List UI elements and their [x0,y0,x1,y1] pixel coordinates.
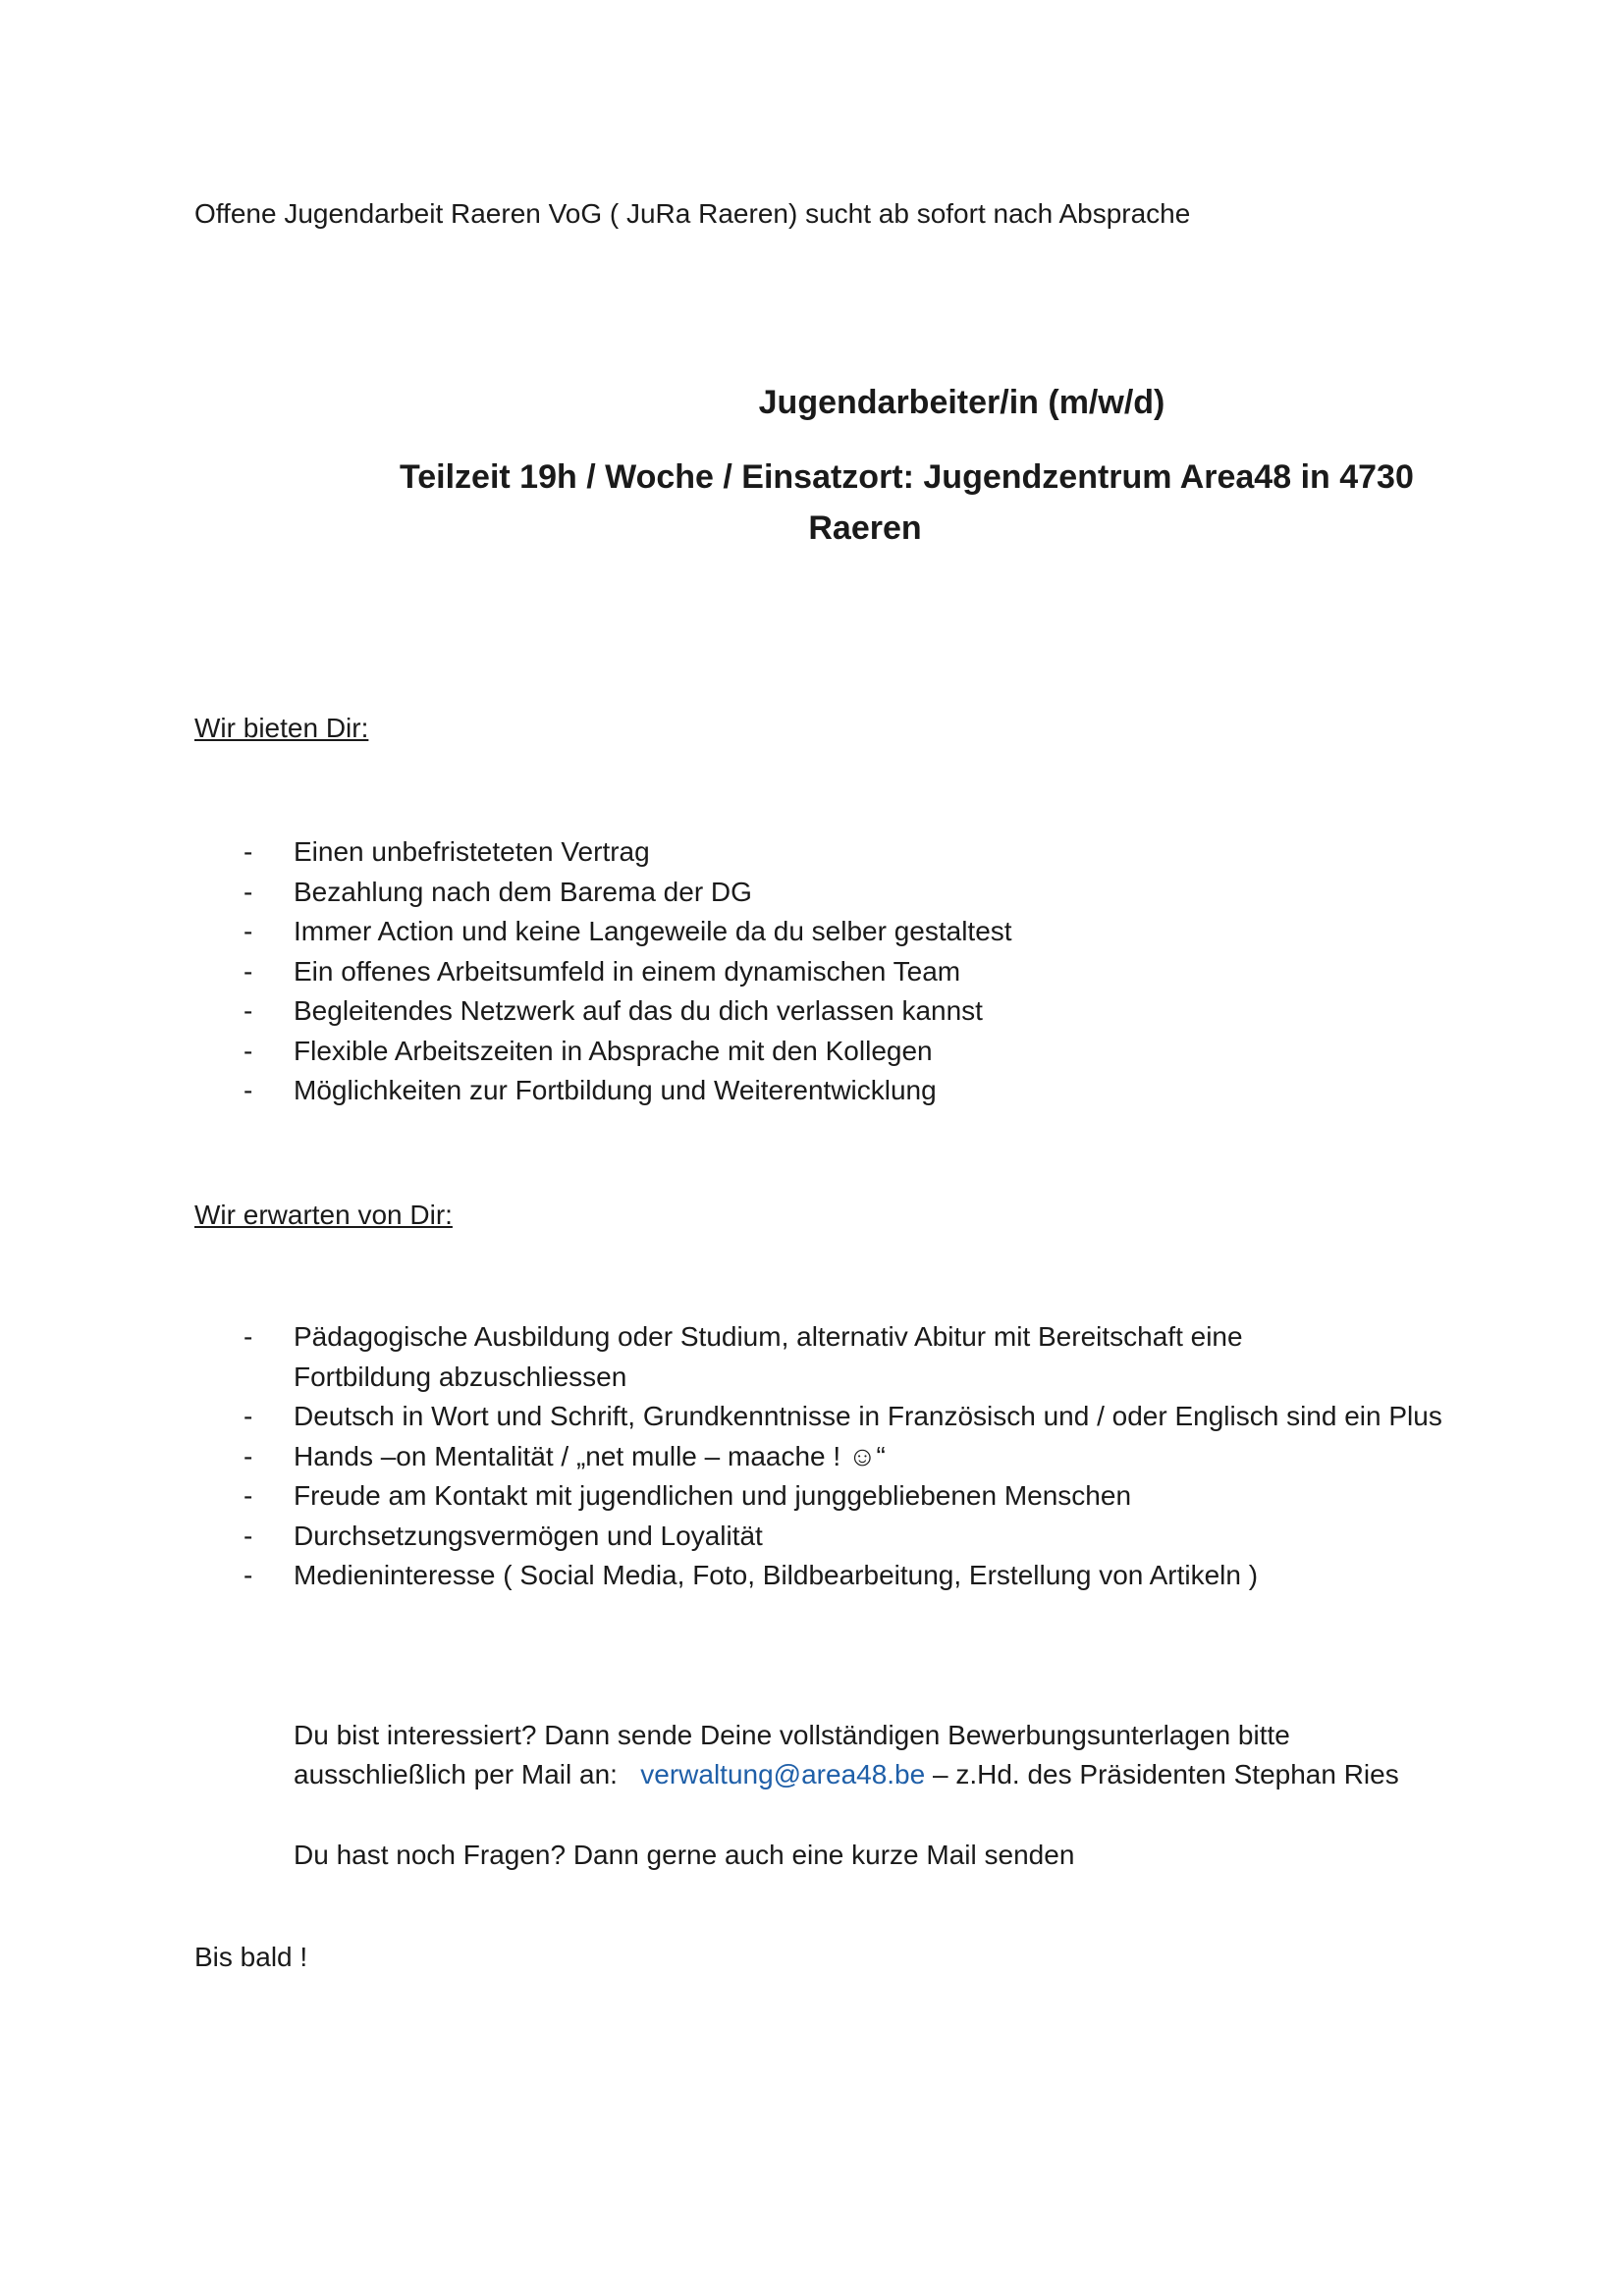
bullet-dash: - [244,876,253,907]
list-item: - Medieninteresse ( Social Media, Foto, Bildbearbeitung, Erstellung von Artikeln ) [0,1556,1453,1596]
list-item: - Hands –on Mentalität / „net mulle – maache ! ☺“ [0,1437,1453,1477]
list-item: - Immer Action und keine Langeweile da du selber gestaltest [0,912,1453,952]
bullet-dash: - [244,1520,253,1551]
job-details-line-1: Teilzeit 19h / Woche / Einsatzort: Jugendzentrum Area48 in 4730 [400,458,1414,496]
bullet-dash: - [244,1480,253,1511]
contact-prefix: ausschließlich per Mail an: [294,1759,641,1789]
bullet-dash: - [244,836,253,867]
offer-list [0,832,1453,1111]
bullet-dash: - [244,1075,253,1105]
bullet-dash: - [244,1321,253,1352]
list-item: - Pädagogische Ausbildung oder Studium, alternativ Abitur mit Bereitschaft eine Fortbildung abzuschliessen [0,1317,1453,1397]
offer-heading: Wir bieten Dir: [194,713,369,743]
job-title: Jugendarbeiter/in (m/w/d) [758,384,1165,421]
contact-suffix: – z.Hd. des Präsidenten Stephan Ries [925,1759,1399,1789]
list-item: - Einen unbefristeteten Vertrag [0,832,1453,873]
contact-line-1: Du bist interessiert? Dann sende Deine vollständigen Bewerbungsunterlagen bitte [294,1720,1290,1750]
list-item: - Freude am Kontakt mit jugendlichen und junggebliebenen Menschen [0,1476,1453,1517]
list-item: - Ein offenes Arbeitsumfeld in einem dynamischen Team [0,952,1453,992]
questions-text: Du hast noch Fragen? Dann gerne auch eine kurze Mail senden [294,1840,1075,1870]
bullet-dash: - [244,995,253,1026]
list-item: - Flexible Arbeitszeiten in Absprache mit den Kollegen [0,1032,1453,1072]
bullet-dash: - [244,1401,253,1431]
contact-line-2 [294,1755,1399,1794]
intro-text: Offene Jugendarbeit Raeren VoG ( JuRa Raeren) sucht ab sofort nach Absprache [194,198,1191,229]
bullet-dash: - [244,1035,253,1066]
list-item: - Möglichkeiten zur Fortbildung und Weiterentwicklung [0,1071,1453,1111]
bullet-dash: - [244,1560,253,1590]
list-item: - Durchsetzungsvermögen und Loyalität [0,1517,1453,1557]
list-item: - Deutsch in Wort und Schrift, Grundkenntnisse in Französisch und / oder Englisch sind ein Plus [0,1397,1453,1437]
bullet-dash: - [244,1440,253,1471]
list-item: - Begleitendes Netzwerk auf das du dich verlassen kannst [0,991,1453,1032]
list-item: - Bezahlung nach dem Barema der DG [0,873,1453,913]
bullet-dash: - [244,955,253,987]
expect-heading: Wir erwarten von Dir: [194,1200,453,1230]
job-details-line-2: Raeren [808,509,922,547]
bullet-dash: - [244,916,253,946]
email-link[interactable]: verwaltung@area48.be [640,1759,926,1789]
closing-text: Bis bald ! [194,1942,308,1972]
expect-list [0,1317,1453,1596]
